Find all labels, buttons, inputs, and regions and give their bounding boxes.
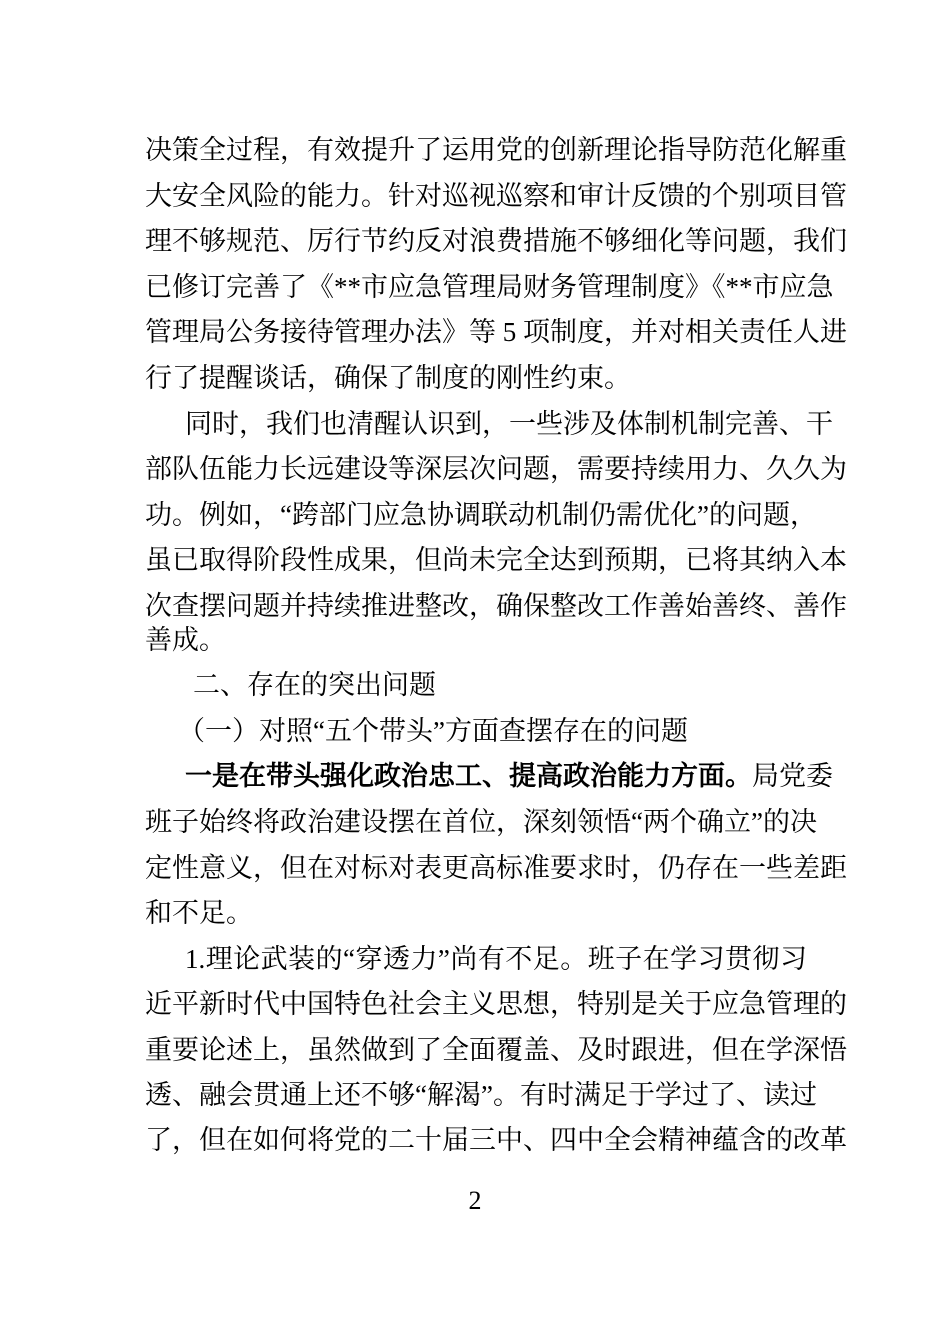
paragraph-line: 同时，我们也清醒认识到，一些涉及体制机制完善、干 xyxy=(185,409,833,439)
paragraph-line: 1.理论武装的“穿透力”尚有不足。班子在学习贯彻习 xyxy=(185,944,807,974)
paragraph-line: 班子始终将政治建设摆在首位，深刻领悟“两个确立”的决 xyxy=(145,807,817,837)
paragraph-line: 管理局公务接待管理办法》等 5 项制度，并对相关责任人进 xyxy=(145,317,847,347)
page-number: 2 xyxy=(468,1186,482,1215)
section-heading: 二、存在的突出问题 xyxy=(193,670,436,701)
paragraph-line: 部队伍能力长远建设等深层次问题，需要持续用力、久久为 xyxy=(145,454,847,484)
paragraph-line: 透、融会贯通上还不够“解渴”。有时满足于学过了、读过 xyxy=(145,1080,817,1110)
paragraph-line: 功。例如，“跨部门应急协调联动机制仍需优化”的问题， xyxy=(145,500,817,530)
bold-lead-text: 一是在带头强化政治忠工、提高政治能力方面。 xyxy=(185,761,752,791)
paragraph-line: 重要论述上，虽然做到了全面覆盖、及时跟进，但在学深悟 xyxy=(145,1035,847,1065)
paragraph-line: 近平新时代中国特色社会主义思想，特别是关于应急管理的 xyxy=(145,989,847,1019)
paragraph-line: 理不够规范、厉行节约反对浪费措施不够细化等问题，我们 xyxy=(145,226,847,256)
paragraph-line: 行了提醒谈话，确保了制度的刚性约束。 xyxy=(145,363,631,393)
paragraph-line: 了，但在如何将党的二十届三中、四中全会精神蕴含的改革 xyxy=(145,1125,847,1155)
paragraph-line: 定性意义，但在对标对表更高标准要求时，仍存在一些差距 xyxy=(145,853,847,883)
paragraph-line: 决策全过程，有效提升了运用党的创新理论指导防范化解重 xyxy=(145,135,847,165)
subsection-heading: （一）对照“五个带头”方面查摆存在的问题 xyxy=(178,716,688,746)
paragraph-line: 次查摆问题并持续推进整改，确保整改工作善始善终、善作 xyxy=(145,591,847,621)
paragraph-line: 已修订完善了《**市应急管理局财务管理制度》《**市应急 xyxy=(145,272,834,302)
paragraph-line: 大安全风险的能力。针对巡视巡察和审计反馈的个别项目管 xyxy=(145,181,847,211)
paragraph-line xyxy=(185,758,833,794)
paragraph-line: 虽已取得阶段性成果，但尚未完全达到预期，已将其纳入本 xyxy=(145,545,847,575)
paragraph-line: 善成。 xyxy=(145,625,226,655)
paragraph-text: 局党委 xyxy=(752,761,833,791)
paragraph-line: 和不足。 xyxy=(145,898,253,928)
